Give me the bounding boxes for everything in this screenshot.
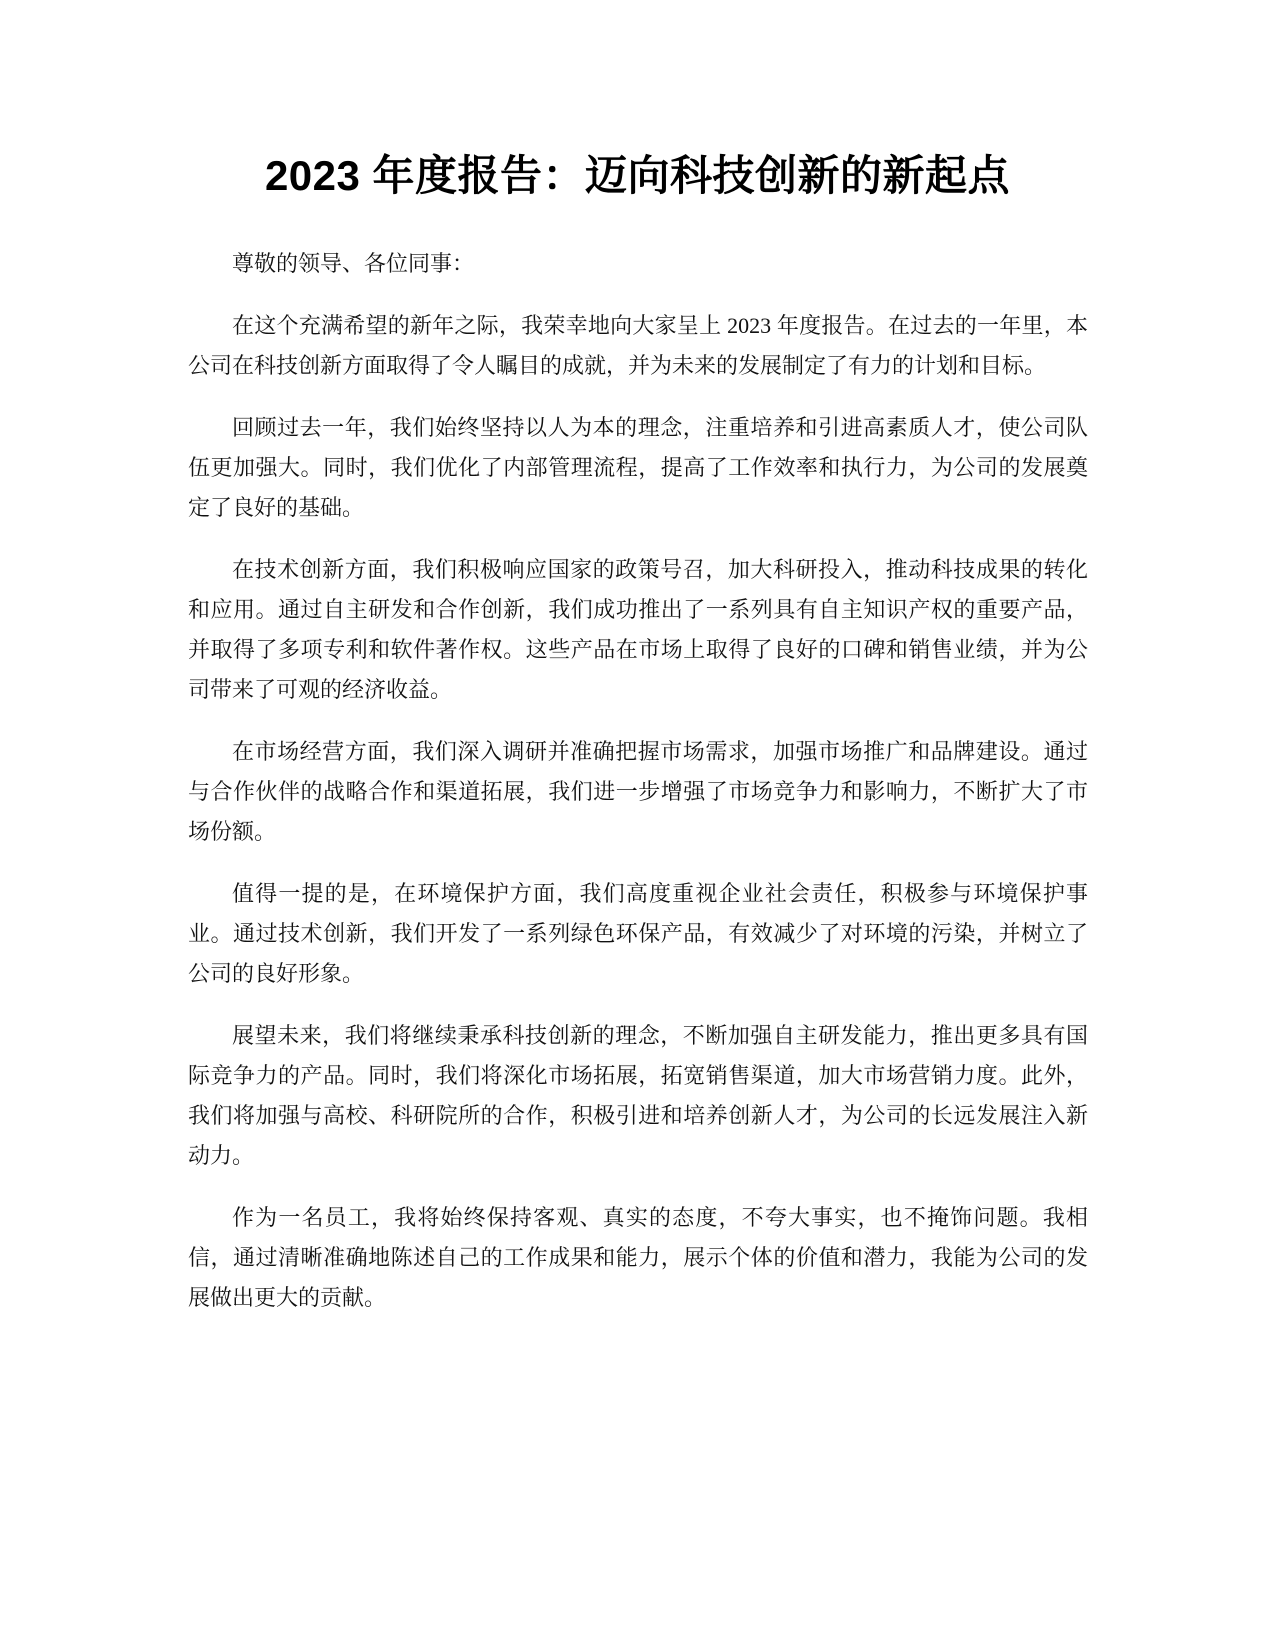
paragraph-closing: 作为一名员工，我将始终保持客观、真实的态度，不夸大事实，也不掩饰问题。我相信，通过清晰准确地陈述自己的工作成果和能力，展示个体的价值和潜力，我能为公司的发展做出更大的贡献。	[188, 1205, 1088, 1310]
paragraph-technology: 在技术创新方面，我们积极响应国家的政策号召，加大科研投入，推动科技成果的转化和应用。通过自主研发和合作创新，我们成功推出了一系列具有自主知识产权的重要产品，并取得了多项专利和软件著作权。这些产品在市场上取得了良好的口碑和销售业绩，并为公司带来了可观的经济收益。	[188, 557, 1088, 702]
document-title: 2023 年度报告：迈向科技创新的新起点	[264, 152, 1011, 199]
salutation: 尊敬的领导、各位同事：	[232, 251, 475, 276]
paragraph-intro: 在这个充满希望的新年之际，我荣幸地向大家呈上 2023 年度报告。在过去的一年里，本公司在科技创新方面取得了令人瞩目的成就，并为未来的发展制定了有力的计划和目标。	[188, 313, 1088, 378]
paragraph-review: 回顾过去一年，我们始终坚持以人为本的理念，注重培养和引进高素质人才，使公司队伍更加强大。同时，我们优化了内部管理流程，提高了工作效率和执行力，为公司的发展奠定了良好的基础。	[188, 415, 1088, 520]
paragraph-environment: 值得一提的是，在环境保护方面，我们高度重视企业社会责任，积极参与环境保护事业。通过技术创新，我们开发了一系列绿色环保产品，有效减少了对环境的污染，并树立了公司的良好形象。	[188, 881, 1088, 986]
paragraph-outlook: 展望未来，我们将继续秉承科技创新的理念，不断加强自主研发能力，推出更多具有国际竞争力的产品。同时，我们将深化市场拓展，拓宽销售渠道，加大市场营销力度。此外，我们将加强与高校、科研院所的合作，积极引进和培养创新人才，为公司的长远发展注入新动力。	[188, 1023, 1088, 1168]
document-body	[188, 244, 1088, 1340]
paragraph-market: 在市场经营方面，我们深入调研并准确把握市场需求，加强市场推广和品牌建设。通过与合作伙伴的战略合作和渠道拓展，我们进一步增强了市场竞争力和影响力，不断扩大了市场份额。	[188, 739, 1088, 844]
